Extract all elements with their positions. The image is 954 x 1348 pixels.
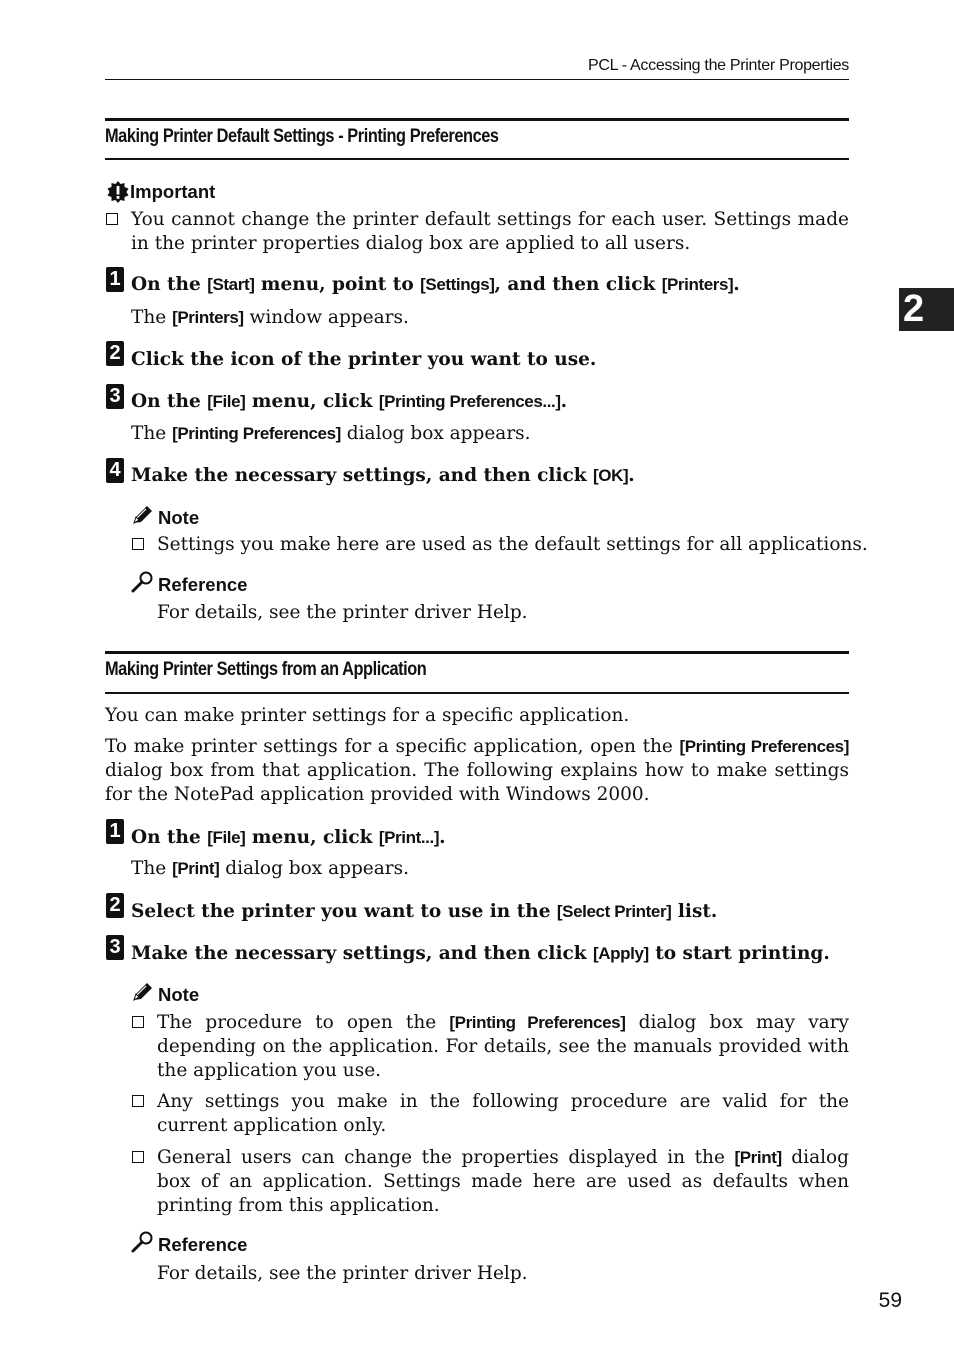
step-number: 3 — [106, 935, 124, 960]
checkbox-bullet — [132, 538, 144, 550]
running-header: PCL - Accessing the Printer Properties — [587, 57, 849, 74]
section2-title: Making Printer Settings from an Application — [105, 659, 427, 680]
step-number: 1 — [106, 819, 124, 844]
checkbox-bullet — [106, 213, 118, 225]
step-3-result: The [Printing Preferences] dialog box appears. — [131, 423, 531, 444]
step-4-instruction: Make the necessary settings, and then click [OK]. — [131, 465, 635, 486]
intro-paragraph-1: You can make printer settings for a specific application. — [105, 705, 630, 726]
step-number: 1 — [106, 267, 124, 292]
note-label: Note — [158, 984, 200, 1005]
important-label: Important — [130, 181, 216, 202]
reference-text: For details, see the printer driver Help. — [157, 602, 528, 623]
step-1-instruction: On the [Start] menu, point to [Settings], and then click [Printers]. — [131, 274, 740, 295]
section2-bottom-rule — [105, 692, 849, 694]
note-item: Any settings you make in the following procedure are valid for the current application only. — [157, 1091, 849, 1136]
reference-text: For details, see the printer driver Help. — [157, 1263, 528, 1284]
section2-top-rule — [105, 651, 849, 654]
step-1-result: The [Printers] window appears. — [131, 307, 409, 328]
pencil-icon — [131, 981, 155, 1003]
step-3-instruction: On the [File] menu, click [Printing Preferences...]. — [131, 391, 568, 412]
chapter-tab: 2 — [899, 288, 954, 331]
checkbox-bullet — [132, 1016, 144, 1028]
note-item: Settings you make here are used as the default settings for all applications. — [157, 534, 868, 555]
checkbox-bullet — [132, 1151, 144, 1163]
step-number: 2 — [106, 893, 124, 918]
important-item: You cannot change the printer default settings for each user. Settings made in the printer properties dialog box are applied to all users. — [131, 209, 849, 254]
reference-label: Reference — [158, 1234, 248, 1255]
important-icon — [105, 180, 131, 204]
reference-label: Reference — [158, 574, 248, 595]
note-label: Note — [158, 507, 200, 528]
magnifier-icon — [131, 571, 155, 593]
pencil-icon — [131, 504, 155, 526]
section1-title: Making Printer Default Settings - Printing Preferences — [105, 126, 499, 147]
note-item: General users can change the properties displayed in the [Print] dialog box of an application. Settings made here are used as defaults when printing from this application. — [157, 1147, 849, 1216]
magnifier-icon — [131, 1231, 155, 1253]
section1-top-rule — [105, 118, 849, 121]
checkbox-bullet — [132, 1095, 144, 1107]
step-number: 4 — [106, 458, 124, 483]
header-rule — [105, 79, 849, 80]
step-number: 2 — [106, 341, 124, 366]
s2-step-3-instruction: Make the necessary settings, and then click [Apply] to start printing. — [131, 943, 830, 964]
s2-step-2-instruction: Select the printer you want to use in the [Select Printer] list. — [131, 901, 718, 922]
step-2-instruction: Click the icon of the printer you want to use. — [131, 349, 597, 370]
page-number: 59 — [878, 1289, 902, 1312]
intro-paragraph-2: To make printer settings for a specific application, open the [Printing Preferences] dialog box from that application. The following explains how to make settings for the NotePad application provided with Windows 2000. — [105, 736, 849, 805]
section1-bottom-rule — [105, 158, 849, 160]
step-number: 3 — [106, 384, 124, 409]
s2-step-1-instruction: On the [File] menu, click [Print...]. — [131, 827, 446, 848]
s2-step-1-result: The [Print] dialog box appears. — [131, 858, 409, 879]
note-item: The procedure to open the [Printing Preferences] dialog box may vary depending on the application. For details, see the manuals provided with the application you use. — [157, 1012, 850, 1081]
